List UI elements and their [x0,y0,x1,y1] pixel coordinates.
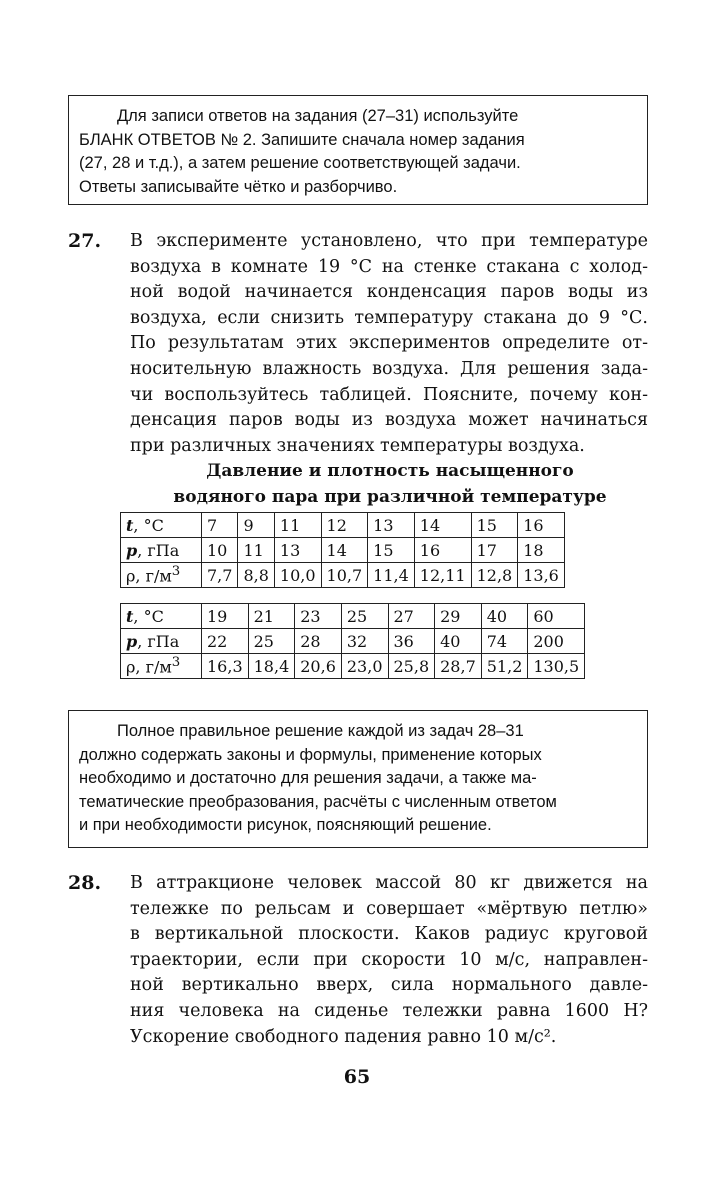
solution-line: необходимо и достаточно для решения задачи, а также ма- [79,769,537,787]
table-cell: 25 [248,629,295,654]
table-cell: 18,4 [248,654,295,679]
task-27-line: воздуха, если снизить температуру стакана до 9 °С. [130,307,648,328]
instructions-line: Для записи ответов на задания (27–31) используйте [117,107,519,125]
solution-line: тематические преобразования, расчёты с численным ответом [79,792,557,811]
table-row-temperature [121,513,565,538]
table-cell: 40 [435,629,482,654]
table-cell: 15 [368,538,415,563]
table-cell: 14 [414,513,471,538]
task-27-text [130,229,648,459]
table-cell: 27 [388,604,435,629]
table-cell: 28 [295,629,342,654]
table-cell: 32 [341,629,388,654]
table-cell: 12,8 [471,563,518,588]
task-27-number: 27. [68,230,102,252]
row-label-temperature: t, °С [121,513,202,538]
table-row-density [121,563,565,588]
task-28-line: в вертикальной плоскости. Каков радиус круговой [130,924,648,945]
table-cell: 28,7 [435,654,482,679]
instructions-line: (27, 28 и т.д.), а затем решение соответствующей задачи. [79,154,521,172]
table-cell: 12,11 [414,563,471,588]
table-cell: 60 [528,604,585,629]
table-cell: 23,0 [341,654,388,679]
table-cell: 10,7 [321,563,368,588]
task-28-line: ния человека на сиденье тележки равна 1600 Н? [130,1000,648,1021]
task-28-line: траектории, если при скорости 10 м/с, направлен- [130,949,648,970]
solution-line: должно содержать законы и формулы, применение которых [79,745,542,764]
table-cell: 13,6 [518,563,565,588]
table-title-line-1: Давление и плотность насыщенного [206,461,574,481]
page-number: 65 [343,1066,371,1088]
task-28-line: тележке по рельсам и совершает «мёртвую петлю» [130,898,648,919]
table-cell: 15 [471,513,518,538]
solution-line: Полное правильное решение каждой из задач 28–31 [117,722,524,740]
task-27-line: денсация паров воды из воздуха может начинаться [130,410,648,431]
table-row-density [121,654,585,679]
task-28-line: В аттракционе человек массой 80 кг движется на [130,873,648,893]
table-cell: 16,3 [202,654,249,679]
table-cell: 22 [202,629,249,654]
table-cell: 17 [471,538,518,563]
table-cell: 10,0 [274,563,321,588]
instructions-box [68,95,648,205]
row-label-temperature: t, °С [121,604,202,629]
table-cell: 130,5 [528,654,585,679]
table-cell: 9 [238,513,274,538]
task-28-number: 28. [68,872,102,894]
table-cell: 11 [274,513,321,538]
table-cell: 8,8 [238,563,274,588]
table-cell: 40 [481,604,528,629]
row-label-density: ρ, $г/м^3$ [121,654,202,679]
table-cell: 12 [321,513,368,538]
table-cell: 11,4 [368,563,415,588]
row-label-pressure: p, гПа [121,629,202,654]
table-cell: 13 [274,538,321,563]
table-row-pressure [121,629,585,654]
table-cell: 23 [295,604,342,629]
table-cell: 21 [248,604,295,629]
task-27-line: В эксперименте установлено, что при температуре [130,231,648,251]
table-cell: 18 [518,538,565,563]
task-27-line: чи воспользуйтесь таблицей. Поясните, почему кон- [130,384,648,405]
table-cell: 25 [341,604,388,629]
solution-requirements-box [68,710,648,848]
saturated-vapor-table-2 [120,603,585,679]
row-label-pressure: p, гПа [121,538,202,563]
table-row-temperature [121,604,585,629]
table-cell: 25,8 [388,654,435,679]
task-27-line: воздуха в комнате 19 °С на стенке стакана с холод- [130,256,648,277]
table-row-pressure [121,538,565,563]
table-cell: 10 [202,538,238,563]
table-cell: 74 [481,629,528,654]
instructions-line: Ответы записывайте чётко и разборчиво. [79,177,398,196]
instructions-line: БЛАНК ОТВЕТОВ № 2. Запишите сначала номер задания [79,130,525,149]
task-27-line: По результатам этих экспериментов определите от- [130,333,648,354]
table-cell: 7,7 [202,563,238,588]
task-28-line: ной вертикально вверх, сила нормального давле- [130,975,648,996]
task-28-text [130,871,648,1050]
table-title [110,458,670,510]
table-cell: 14 [321,538,368,563]
table-cell: 16 [414,538,471,563]
table-cell: 29 [435,604,482,629]
table-cell: 16 [518,513,565,538]
table-cell: 51,2 [481,654,528,679]
table-cell: 7 [202,513,238,538]
table-cell: 200 [528,629,585,654]
table-cell: 19 [202,604,249,629]
task-28-line: Ускорение свободного падения равно 10 м/с². [130,1026,557,1047]
table-cell: 13 [368,513,415,538]
row-label-density: ρ, $г/м^3$ [121,563,202,588]
table-cell: 36 [388,629,435,654]
saturated-vapor-table-1 [120,512,565,588]
table-cell: 11 [238,538,274,563]
task-27-line: носительную влажность воздуха. Для решения зада- [130,358,648,379]
table-cell: 20,6 [295,654,342,679]
task-27-line: при различных значениях температуры воздуха. [130,435,585,456]
task-27-line: ной водой начинается конденсация паров воды из [130,282,648,303]
solution-line: и при необходимости рисунок, поясняющий решение. [79,816,492,834]
table-title-line-2: водяного пара при различной температуре [173,487,607,507]
